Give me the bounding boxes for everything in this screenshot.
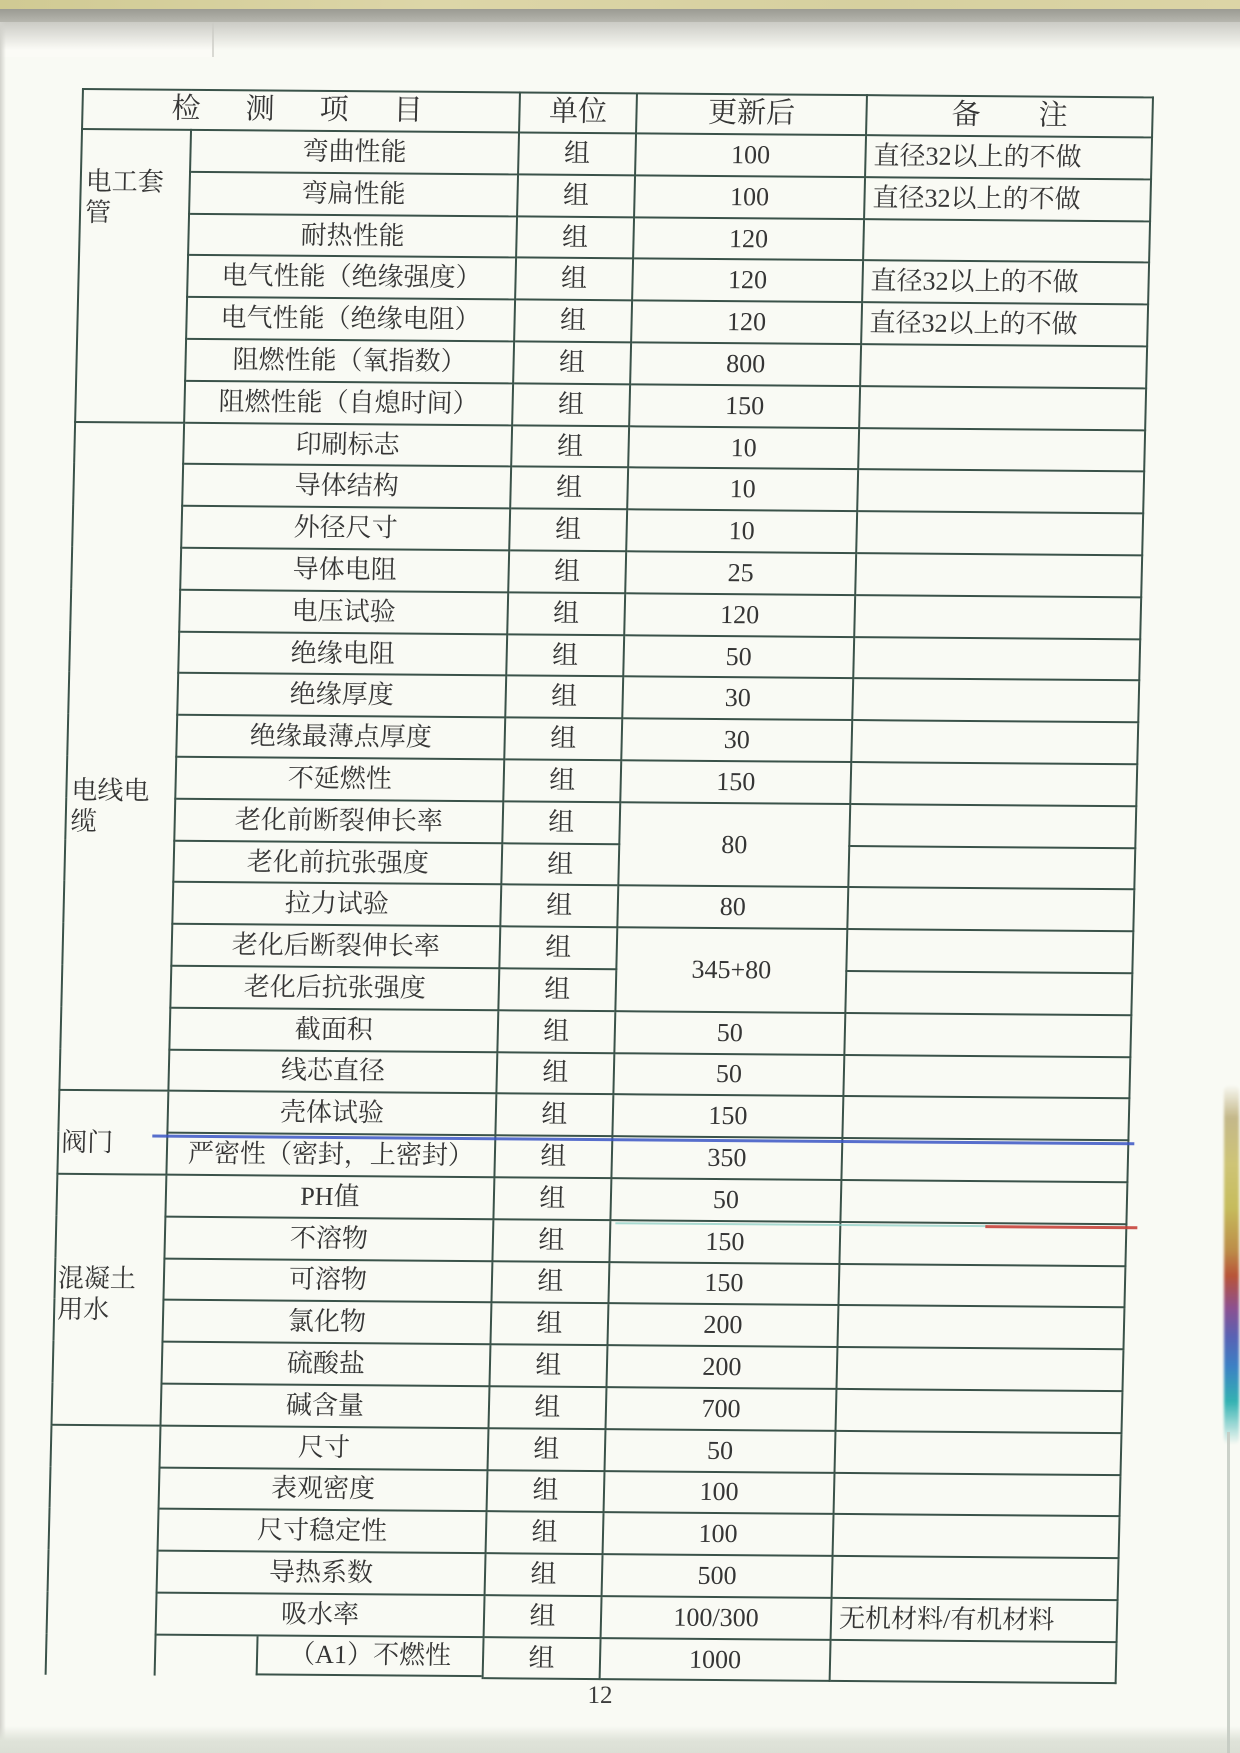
item-cell: 外径尺寸 bbox=[181, 506, 510, 550]
value-cell: 200 bbox=[607, 1303, 838, 1347]
remark-cell bbox=[853, 637, 1140, 681]
remark-cell bbox=[832, 1556, 1119, 1600]
value-cell: 50 bbox=[614, 1011, 845, 1055]
value-cell: 150 bbox=[612, 1095, 843, 1139]
unit-cell: 组 bbox=[486, 1511, 604, 1554]
unit-cell: 组 bbox=[512, 383, 630, 426]
value-cell: 100 bbox=[603, 1512, 834, 1556]
item-cell: 老化后断裂伸长率 bbox=[171, 924, 500, 968]
unit-cell: 组 bbox=[488, 1428, 606, 1471]
scanner-top-band bbox=[0, 0, 1240, 9]
unit-cell: 组 bbox=[514, 300, 632, 343]
item-cell: 导体结构 bbox=[182, 464, 511, 508]
item-cell: 硫酸盐 bbox=[161, 1342, 490, 1386]
unit-cell: 组 bbox=[504, 717, 622, 760]
remark-cell bbox=[850, 762, 1137, 806]
unit-cell: 组 bbox=[500, 885, 618, 928]
value-cell: 30 bbox=[622, 677, 853, 721]
item-cell: 拉力试验 bbox=[172, 882, 501, 926]
value-cell: 30 bbox=[621, 718, 852, 762]
value-cell: 100 bbox=[634, 175, 865, 219]
unit-cell: 组 bbox=[503, 759, 621, 802]
remark-cell bbox=[856, 511, 1143, 555]
header-unit: 单位 bbox=[519, 92, 637, 133]
item-cell: 电气性能（绝缘电阻） bbox=[186, 297, 515, 341]
remark-cell bbox=[835, 1431, 1122, 1475]
scanner-bottom-band bbox=[0, 1726, 1240, 1753]
unit-cell: 组 bbox=[492, 1219, 610, 1262]
table-sheet bbox=[45, 88, 1152, 1685]
value-cell: 120 bbox=[631, 301, 862, 345]
remark-cell bbox=[854, 595, 1141, 639]
remark-cell bbox=[845, 971, 1132, 1015]
table-row bbox=[46, 1633, 1117, 1683]
unit-cell: 组 bbox=[501, 843, 619, 886]
value-cell: 50 bbox=[610, 1178, 841, 1222]
item-cell: 尺寸稳定性 bbox=[158, 1509, 487, 1553]
value-cell: 700 bbox=[606, 1387, 837, 1431]
item-cell: PH值 bbox=[165, 1175, 494, 1219]
unit-cell: 组 bbox=[505, 676, 623, 719]
item-cell: 导热系数 bbox=[157, 1551, 486, 1595]
item-cell: 导体电阻 bbox=[180, 548, 509, 592]
item-cell: 表观密度 bbox=[159, 1467, 488, 1511]
value-cell: 350 bbox=[611, 1136, 842, 1180]
value-cell: 10 bbox=[628, 426, 859, 470]
value-cell: 150 bbox=[629, 384, 860, 428]
remark-cell bbox=[849, 804, 1136, 848]
value-cell: 200 bbox=[606, 1345, 837, 1389]
value-cell: 150 bbox=[620, 760, 851, 804]
remark-cell bbox=[842, 1096, 1129, 1140]
remark-cell bbox=[844, 1013, 1131, 1057]
remark-cell bbox=[836, 1389, 1123, 1433]
scanner-shadow-band bbox=[0, 9, 1240, 22]
item-cell: 氯化物 bbox=[162, 1300, 491, 1344]
unit-cell: 组 bbox=[496, 1052, 614, 1095]
category-cell: 电工套管 bbox=[75, 129, 191, 422]
scanner-shadow-fade bbox=[0, 22, 1240, 50]
value-cell: 150 bbox=[609, 1220, 840, 1264]
item-cell: 尺寸 bbox=[160, 1425, 489, 1469]
value-cell: 80 bbox=[617, 886, 848, 930]
unit-cell: 组 bbox=[511, 425, 629, 468]
item-cell: 不溶物 bbox=[164, 1216, 493, 1260]
unit-cell: 组 bbox=[498, 968, 616, 1011]
unit-cell: 组 bbox=[509, 509, 627, 552]
remark-cell bbox=[838, 1263, 1125, 1307]
item-cell: 弯扁性能 bbox=[189, 172, 518, 216]
unit-cell: 组 bbox=[513, 341, 631, 384]
item-cell bbox=[155, 1634, 484, 1678]
item-label: （A1）不燃性 bbox=[288, 1640, 452, 1671]
page-number: 12 bbox=[587, 1682, 613, 1709]
remark-cell bbox=[859, 386, 1146, 430]
item-cell: 可溶物 bbox=[163, 1258, 492, 1302]
unit-cell: 组 bbox=[494, 1135, 612, 1178]
category-cell: 阀门 bbox=[57, 1090, 168, 1174]
right-edge-scan-line bbox=[1227, 1432, 1230, 1753]
remark-cell bbox=[857, 469, 1144, 513]
value-cell: 1000 bbox=[600, 1638, 831, 1682]
remark-cell bbox=[858, 428, 1145, 472]
remark-cell: 直径32以上的不做 bbox=[865, 135, 1152, 179]
item-cell: 耐热性能 bbox=[188, 213, 517, 257]
category-cell bbox=[46, 1424, 161, 1676]
value-cell: 150 bbox=[608, 1262, 839, 1306]
remark-cell bbox=[863, 219, 1150, 263]
unit-cell: 组 bbox=[495, 1094, 613, 1137]
value-cell: 80 bbox=[618, 802, 850, 887]
item-cell: 老化前抗张强度 bbox=[173, 840, 502, 884]
remark-cell bbox=[852, 678, 1139, 722]
remark-cell: 直径32以上的不做 bbox=[861, 302, 1148, 346]
remark-cell bbox=[855, 553, 1142, 597]
header-value: 更新后 bbox=[636, 93, 867, 135]
header-remark: 备 注 bbox=[866, 95, 1153, 137]
unit-cell: 组 bbox=[497, 1010, 615, 1053]
value-cell: 100 bbox=[635, 133, 866, 177]
unit-cell: 组 bbox=[506, 634, 624, 677]
value-cell: 50 bbox=[605, 1429, 836, 1473]
item-cell: 阻燃性能（氧指数） bbox=[185, 339, 514, 383]
value-cell: 120 bbox=[633, 217, 864, 261]
unit-cell: 组 bbox=[515, 258, 633, 301]
item-cell: 电压试验 bbox=[179, 590, 508, 634]
unit-cell: 组 bbox=[517, 174, 635, 217]
item-cell: 印刷标志 bbox=[183, 422, 512, 466]
unit-cell: 组 bbox=[516, 216, 634, 259]
unit-cell: 组 bbox=[491, 1261, 609, 1304]
remark-cell: 无机材料/有机材料 bbox=[831, 1598, 1118, 1642]
item-cell: 吸水率 bbox=[156, 1592, 485, 1636]
remark-cell bbox=[837, 1305, 1124, 1349]
unit-cell: 组 bbox=[507, 592, 625, 635]
unit-cell: 组 bbox=[483, 1637, 601, 1680]
item-cell: 壳体试验 bbox=[167, 1091, 496, 1135]
item-cell: 电气性能（绝缘强度） bbox=[187, 255, 516, 299]
item-cell: 线芯直径 bbox=[168, 1049, 497, 1093]
value-cell: 100 bbox=[604, 1471, 835, 1515]
value-cell: 120 bbox=[632, 259, 863, 303]
value-cell: 10 bbox=[627, 468, 858, 512]
rainbow-scan-streak bbox=[1224, 1085, 1239, 1445]
remark-cell bbox=[834, 1472, 1121, 1516]
remark-cell bbox=[840, 1180, 1127, 1224]
unit-cell: 组 bbox=[502, 801, 620, 844]
inspection-table bbox=[45, 88, 1154, 1685]
unit-cell: 组 bbox=[489, 1386, 607, 1429]
item-cell: 老化后抗张强度 bbox=[170, 966, 499, 1010]
value-cell: 345+80 bbox=[615, 927, 847, 1012]
remark-cell bbox=[860, 344, 1147, 388]
item-cell: 绝缘厚度 bbox=[177, 673, 506, 717]
item-cell: 绝缘电阻 bbox=[178, 631, 507, 675]
remark-cell bbox=[848, 846, 1135, 890]
value-cell: 25 bbox=[625, 551, 856, 595]
remark-cell bbox=[847, 887, 1134, 931]
item-cell: 不延燃性 bbox=[175, 757, 504, 801]
remark-cell bbox=[836, 1347, 1123, 1391]
unit-cell: 组 bbox=[484, 1595, 602, 1638]
value-cell: 50 bbox=[613, 1053, 844, 1097]
value-cell: 500 bbox=[602, 1554, 833, 1598]
header-item: 检 测 项 目 bbox=[82, 89, 520, 132]
item-cell: 严密性（密封，上密封） bbox=[166, 1133, 495, 1177]
remark-cell bbox=[833, 1514, 1120, 1558]
indent-spacer-cell bbox=[156, 1635, 257, 1675]
item-cell: 碱含量 bbox=[160, 1384, 489, 1428]
remark-cell: 直径32以上的不做 bbox=[862, 261, 1149, 305]
item-cell: 绝缘最薄点厚度 bbox=[176, 715, 505, 759]
remark-cell bbox=[830, 1640, 1117, 1684]
remark-cell bbox=[846, 929, 1133, 973]
value-cell: 100/300 bbox=[601, 1596, 832, 1640]
unit-cell: 组 bbox=[487, 1470, 605, 1513]
item-cell: 截面积 bbox=[169, 1007, 498, 1051]
category-cell: 混凝土用水 bbox=[51, 1174, 166, 1426]
unit-cell: 组 bbox=[490, 1303, 608, 1346]
remark-cell bbox=[843, 1055, 1130, 1099]
unit-cell: 组 bbox=[485, 1553, 603, 1596]
value-cell: 50 bbox=[623, 635, 854, 679]
category-cell: 电线电缆 bbox=[59, 422, 184, 1091]
item-cell: 阻燃性能（自熄时间） bbox=[184, 381, 513, 425]
unit-cell: 组 bbox=[510, 467, 628, 510]
value-cell: 800 bbox=[630, 342, 861, 386]
item-cell: 弯曲性能 bbox=[190, 130, 519, 174]
remark-cell: 直径32以上的不做 bbox=[864, 177, 1151, 221]
remark-cell bbox=[851, 720, 1138, 764]
page-left-edge-shade bbox=[0, 22, 6, 1753]
unit-cell: 组 bbox=[518, 132, 636, 175]
unit-cell: 组 bbox=[493, 1177, 611, 1220]
unit-cell: 组 bbox=[508, 550, 626, 593]
unit-cell: 组 bbox=[489, 1344, 607, 1387]
value-cell: 120 bbox=[624, 593, 855, 637]
item-cell: 老化前断裂伸长率 bbox=[174, 798, 503, 842]
unit-cell: 组 bbox=[499, 926, 617, 969]
value-cell: 10 bbox=[626, 509, 857, 553]
